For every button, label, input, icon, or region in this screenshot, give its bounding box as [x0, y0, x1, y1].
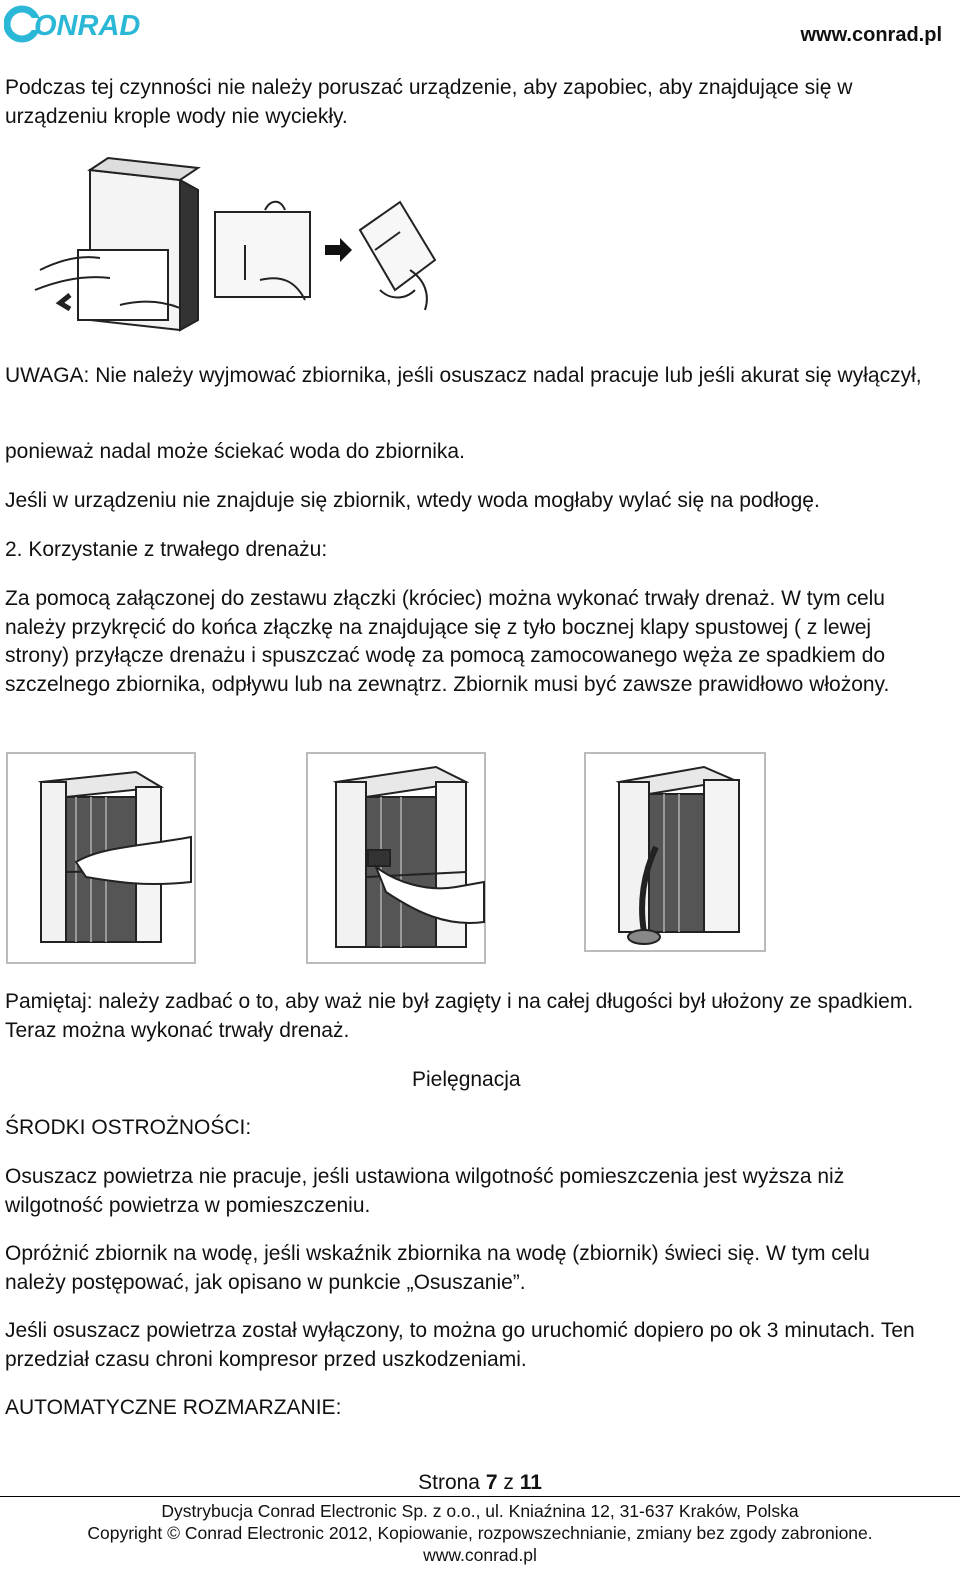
- section-heading-defrost: AUTOMATYCZNE ROZMARZANIE:: [5, 1396, 342, 1419]
- paragraph-no-tank: Jeśli w urządzeniu nie znajduje się zbiornik, wtedy woda mogłaby wylać się na podłogę.: [5, 489, 820, 512]
- section-heading-precautions: ŚRODKI OSTROŻNOŚCI:: [5, 1116, 252, 1139]
- paragraph-warning: UWAGA: Nie należy wyjmować zbiornika, jeśli osuszacz nadal pracuje lub jeśli akurat się wyłączył,: [5, 364, 922, 387]
- paragraph-humidity: Osuszacz powietrza nie pracuje, jeśli ustawiona wilgotność pomieszczenia jest wyższa niż wilgotność powietrza w pomieszczeniu.: [5, 1165, 845, 1217]
- footer-divider: [0, 1496, 960, 1497]
- paragraph-empty-tank: Opróżnić zbiornik na wodę, jeśli wskaźnik zbiornika na wodę (zbiornik) świeci się. W tym celu należy postępować, jak opisano w punkcie „Osuszanie”.: [5, 1242, 870, 1294]
- page-prefix: Strona: [418, 1471, 486, 1494]
- svg-text:ONRAD: ONRAD: [34, 10, 141, 42]
- section-heading-drainage: 2. Korzystanie z trwałego drenażu:: [5, 538, 328, 561]
- drainage-step2-illustration: [306, 752, 486, 964]
- page-current: 7: [485, 1471, 498, 1494]
- paragraph-remember: Pamiętaj: należy zadbać o to, aby waż nie był zagięty i na całej długości był ułożony ze spadkiem. Teraz można wykonać trwały drenaż.: [5, 990, 914, 1042]
- paragraph-restart: Jeśli osuszacz powietrza został wyłączony, to można go uruchomić dopiero po ok 3 minutach. Ten przedział czasu chroni kompresor przed uszkodzeniami.: [5, 1319, 915, 1371]
- paragraph-intro: Podczas tej czynności nie należy poruszać urządzenie, aby zapobiec, aby znajdujące się w urządzeniu krople wody nie wyciekły.: [5, 76, 853, 128]
- footer-distribution: Dystrybucja Conrad Electronic Sp. z o.o., ul. Kniaźnina 12, 31-637 Kraków, Polska: [161, 1501, 799, 1521]
- drainage-step1-illustration: [6, 752, 196, 964]
- section-heading-care: Pielęgnacja: [412, 1068, 521, 1091]
- page-total: 11: [519, 1471, 542, 1494]
- tank-removal-illustration: [30, 150, 450, 340]
- conrad-logo: [4, 2, 164, 46]
- drainage-step3-illustration: [584, 752, 766, 952]
- page-separator: z: [497, 1471, 520, 1494]
- page-number: [0, 1470, 960, 1496]
- footer-url[interactable]: www.conrad.pl: [423, 1545, 537, 1565]
- paragraph-warning-cont: ponieważ nadal może ściekać woda do zbiornika.: [5, 440, 465, 463]
- paragraph-drainage: Za pomocą załączonej do zestawu złączki (króciec) można wykonać trwały drenaż. W tym celu należy przykręcić do końca złączkę na znajdujące się z tyło bocznej klapy spustowej ( z lewej strony) przyłącze drenażu i spuszczać wodę za pomocą zamocowanego węża ze spadkiem do szczelnego zbiornika, odpływu lub na zewnątrz. Zbiornik musi być zawsze prawidłowo włożony.: [5, 587, 890, 696]
- footer-copyright: Copyright © Conrad Electronic 2012, Kopiowanie, rozpowszechnianie, zmiany bez zgody zabronione.: [87, 1523, 873, 1543]
- header-url[interactable]: www.conrad.pl: [800, 24, 942, 46]
